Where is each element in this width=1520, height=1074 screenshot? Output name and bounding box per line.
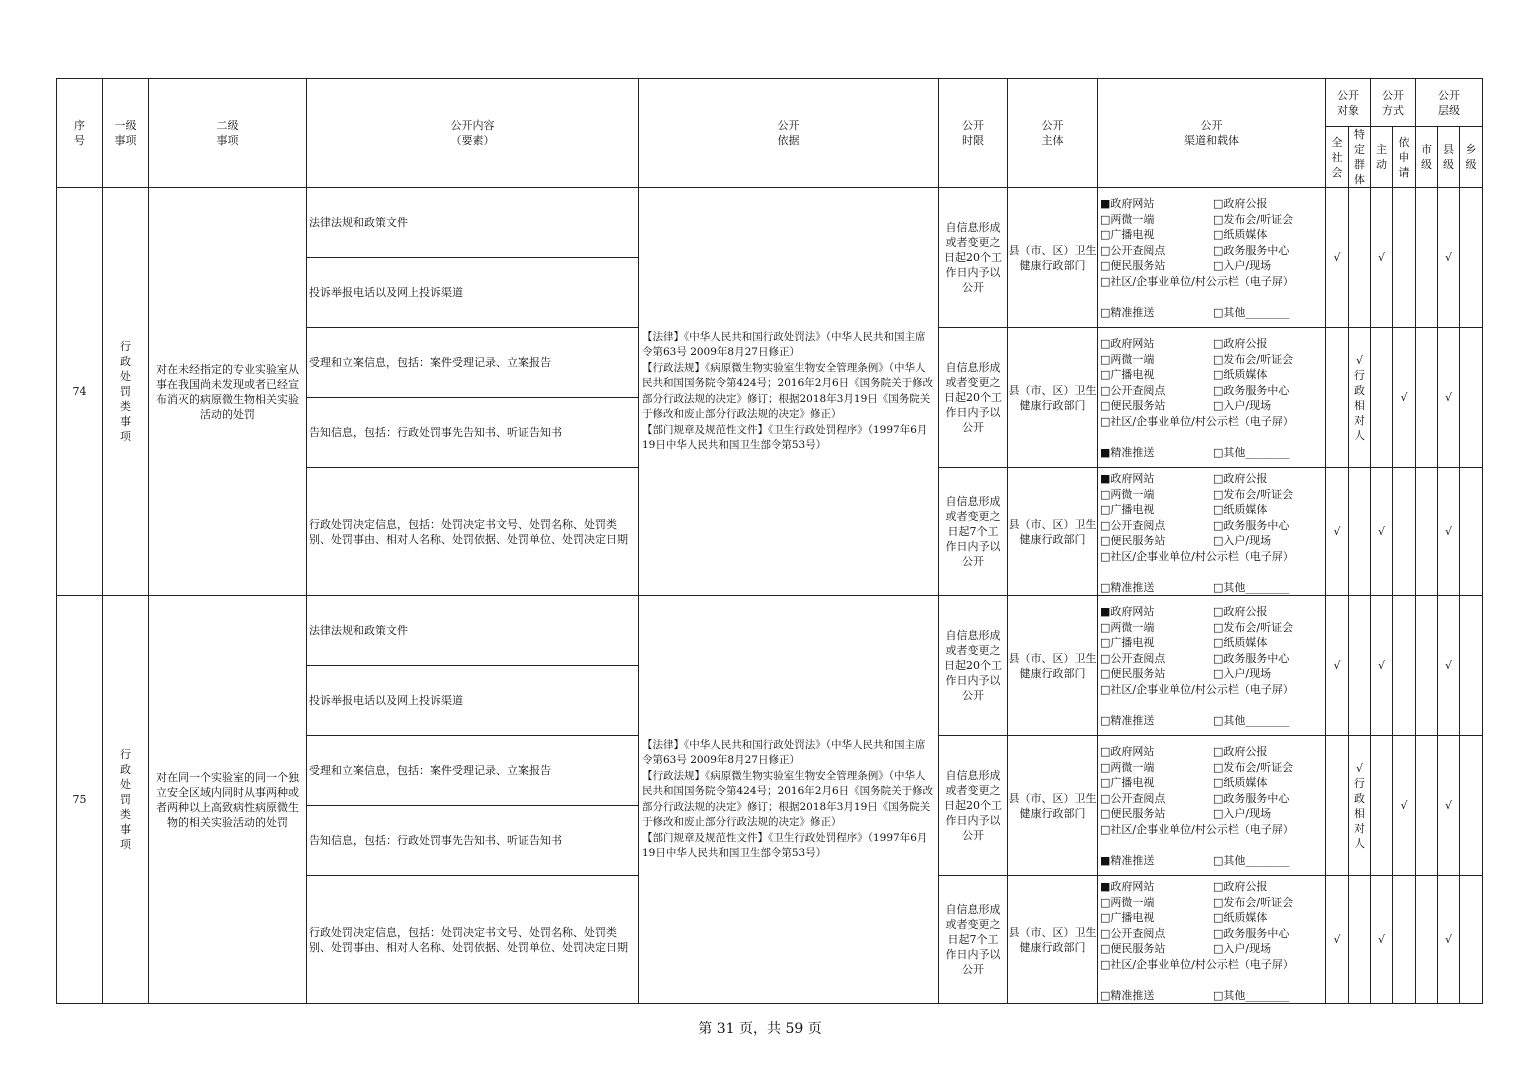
checkbox: □ (1100, 895, 1111, 909)
item-seq: 75 (57, 596, 103, 1004)
mark-target-specific (1349, 876, 1371, 1004)
precise-label: 精准推送 (1110, 853, 1155, 867)
gov-site-label: 政府网站 (1110, 605, 1155, 618)
service-center-label: 政务服务中心 (1223, 243, 1290, 257)
two-micro-label: 两微一端 (1110, 487, 1155, 501)
mark-apply: √ (1393, 328, 1416, 468)
gov-site-checkbox: ■ (1100, 197, 1111, 210)
header-channel: 公开 渠道和载体 (1098, 79, 1326, 188)
mark-apply (1393, 468, 1416, 596)
door-label: 入户/现场 (1223, 259, 1272, 272)
board-label: 社区/企事业单位/村公示栏（电子屏） (1110, 682, 1294, 696)
mark-township (1460, 736, 1483, 876)
header-method-active: 主动 (1371, 127, 1393, 188)
content-cell: 法律法规和政策文件 (307, 188, 639, 258)
disclosure-table (56, 78, 1483, 1004)
precise-checkbox: □ (1100, 580, 1111, 594)
broadcast-label: 广播电视 (1110, 776, 1155, 789)
mark-target-all: √ (1326, 876, 1349, 1004)
header-level-group: 公开层级 (1416, 79, 1483, 127)
checkbox: □ (1100, 518, 1111, 532)
gov-site-label: 政府网站 (1110, 745, 1155, 758)
item-seq: 74 (57, 188, 103, 596)
service-center-label: 政务服务中心 (1223, 926, 1290, 940)
checkbox: □ (1100, 414, 1111, 428)
precise-label: 精准推送 (1110, 988, 1155, 1002)
checkbox: □ (1213, 942, 1224, 955)
header-level-city: 市级 (1416, 127, 1438, 188)
time-cell: 自信息形成或者变更之日起20个工作日内予以公开 (939, 188, 1008, 328)
channel-cell (1098, 468, 1326, 596)
precise-checkbox: ■ (1100, 853, 1111, 867)
time-cell: 自信息形成或者变更之日起20个工作日内予以公开 (939, 328, 1008, 468)
checkbox: □ (1213, 895, 1224, 909)
checkbox: □ (1100, 503, 1111, 516)
item-level1: 行政处罚类事项 (103, 596, 149, 1004)
time-cell: 自信息形成或者变更之日起20个工作日内予以公开 (939, 596, 1008, 736)
reading-label: 公开查阅点 (1110, 926, 1166, 940)
other-label: 其他________ (1223, 713, 1290, 727)
door-label: 入户/现场 (1223, 807, 1272, 820)
mark-city (1416, 328, 1438, 468)
gov-site-label: 政府网站 (1110, 880, 1155, 893)
item-level1: 行政处罚类事项 (103, 188, 149, 596)
two-micro-label: 两微一端 (1110, 212, 1155, 226)
broadcast-label: 广播电视 (1110, 228, 1155, 241)
gov-bulletin-label: 政府公报 (1223, 472, 1268, 485)
basis-line: 【行政法规】《病原微生物实验室生物安全管理条例》（中华人民共和国国务院令第424号；2016年2月6日《国务院关于修改部分行政法规的决定》修订；根据2018年3月19日《国务院关于修改和废止部分行政法规的决定》修正） (642, 769, 934, 828)
basis-line: 【法律】《中华人民共和国行政处罚法》（中华人民共和国主席令第63号 2009年8月27日修正） (642, 330, 926, 358)
content-cell: 法律法规和政策文件 (307, 596, 639, 666)
mark-county: √ (1438, 468, 1460, 596)
precise-checkbox: □ (1100, 988, 1111, 1002)
checkbox: □ (1213, 911, 1224, 924)
checkbox: □ (1213, 534, 1224, 547)
two-micro-label: 两微一端 (1110, 895, 1155, 909)
checkbox: □ (1100, 791, 1111, 805)
precise-label: 精准推送 (1110, 445, 1155, 459)
gov-site-checkbox: □ (1100, 337, 1111, 350)
checkbox: □ (1100, 926, 1111, 940)
checkbox: □ (1213, 620, 1224, 634)
service-center-label: 政务服务中心 (1223, 383, 1290, 397)
header-time: 公开 时限 (939, 79, 1008, 188)
content-cell: 告知信息，包括：行政处罚事先告知书、听证告知书 (307, 398, 639, 468)
mark-township (1460, 188, 1483, 328)
gov-bulletin-label: 政府公报 (1223, 745, 1268, 758)
header-basis: 公开 依据 (639, 79, 939, 188)
time-cell: 自信息形成或者变更之日起7个工作日内予以公开 (939, 876, 1008, 1004)
checkbox: □ (1100, 667, 1111, 680)
mark-active: √ (1371, 188, 1393, 328)
reading-label: 公开查阅点 (1110, 518, 1166, 532)
checkbox: □ (1213, 988, 1224, 1002)
checkbox: □ (1100, 822, 1111, 836)
other-label: 其他________ (1223, 305, 1290, 319)
checkbox: □ (1100, 807, 1111, 820)
checkbox: □ (1100, 383, 1111, 397)
paper-label: 纸质媒体 (1223, 911, 1268, 924)
checkbox: □ (1213, 807, 1224, 820)
other-label: 其他________ (1223, 580, 1290, 594)
checkbox: □ (1100, 760, 1111, 774)
basis-cell (639, 596, 939, 1004)
other-label: 其他________ (1223, 853, 1290, 867)
checkbox: □ (1213, 667, 1224, 680)
checkbox: □ (1100, 776, 1111, 789)
gov-site-label: 政府网站 (1110, 197, 1155, 210)
checkbox: □ (1213, 651, 1224, 665)
reading-label: 公开查阅点 (1110, 651, 1166, 665)
checkbox: □ (1213, 518, 1224, 532)
board-label: 社区/企事业单位/村公示栏（电子屏） (1110, 822, 1294, 836)
basis-line: 【法律】《中华人民共和国行政处罚法》（中华人民共和国主席令第63号 2009年8月27日修正） (642, 738, 926, 766)
channel-cell (1098, 596, 1326, 736)
checkbox: □ (1213, 259, 1224, 272)
press-label: 发布会/听证会 (1223, 760, 1294, 774)
checkbox: □ (1213, 472, 1224, 485)
header-level-township: 乡级 (1460, 127, 1483, 188)
mark-target-all: √ (1326, 596, 1349, 736)
checkbox: □ (1213, 605, 1224, 618)
checkbox: □ (1213, 383, 1224, 397)
gov-bulletin-label: 政府公报 (1223, 337, 1268, 350)
mark-township (1460, 596, 1483, 736)
content-cell: 投诉举报电话以及网上投诉渠道 (307, 666, 639, 736)
header-level-county: 县级 (1438, 127, 1460, 188)
header-level2: 二级事项 (149, 79, 307, 188)
convenience-label: 便民服务站 (1110, 399, 1166, 412)
content-cell: 受理和立案信息，包括：案件受理记录、立案报告 (307, 328, 639, 398)
mark-active: √ (1371, 876, 1393, 1004)
channel-cell (1098, 876, 1326, 1004)
mark-active (1371, 328, 1393, 468)
gov-bulletin-label: 政府公报 (1223, 880, 1268, 893)
checkbox: □ (1213, 368, 1224, 381)
checkbox: □ (1213, 776, 1224, 789)
press-label: 发布会/听证会 (1223, 895, 1294, 909)
header-target-specific: 特定群体 (1349, 127, 1371, 188)
checkbox: □ (1100, 259, 1111, 272)
content-cell: 告知信息，包括：行政处罚事先告知书、听证告知书 (307, 806, 639, 876)
checkbox: □ (1213, 853, 1224, 867)
door-label: 入户/现场 (1223, 534, 1272, 547)
mark-apply: √ (1393, 736, 1416, 876)
broadcast-label: 广播电视 (1110, 503, 1155, 516)
checkbox: □ (1100, 651, 1111, 665)
table-row (57, 596, 1483, 666)
checkbox: □ (1213, 926, 1224, 940)
header-seq: 序号 (57, 79, 103, 188)
checkbox: □ (1213, 399, 1224, 412)
header-level1: 一级事项 (103, 79, 149, 188)
press-label: 发布会/听证会 (1223, 352, 1294, 366)
header-target-group: 公开对象 (1326, 79, 1371, 127)
convenience-label: 便民服务站 (1110, 942, 1166, 955)
mark-apply (1393, 188, 1416, 328)
two-micro-label: 两微一端 (1110, 760, 1155, 774)
gov-site-label: 政府网站 (1110, 337, 1155, 350)
mark-target-all: √ (1326, 188, 1349, 328)
broadcast-label: 广播电视 (1110, 636, 1155, 649)
press-label: 发布会/听证会 (1223, 620, 1294, 634)
content-cell: 受理和立案信息，包括：案件受理记录、立案报告 (307, 736, 639, 806)
checkbox: □ (1100, 487, 1111, 501)
two-micro-label: 两微一端 (1110, 620, 1155, 634)
paper-label: 纸质媒体 (1223, 368, 1268, 381)
gov-site-label: 政府网站 (1110, 472, 1155, 485)
checkbox: □ (1213, 487, 1224, 501)
mark-county: √ (1438, 328, 1460, 468)
paper-label: 纸质媒体 (1223, 776, 1268, 789)
convenience-label: 便民服务站 (1110, 259, 1166, 272)
gov-site-checkbox: □ (1100, 745, 1111, 758)
mark-city (1416, 188, 1438, 328)
paper-label: 纸质媒体 (1223, 503, 1268, 516)
checkbox: □ (1213, 445, 1224, 459)
checkbox: □ (1213, 305, 1224, 319)
service-center-label: 政务服务中心 (1223, 518, 1290, 532)
gov-site-checkbox: ■ (1100, 880, 1111, 893)
basis-line: 【部门规章及规范性文件】《卫生行政处罚程序》（1997年6月19日中华人民共和国卫生部令第53号） (642, 831, 928, 859)
precise-checkbox: ■ (1100, 445, 1111, 459)
mark-county: √ (1438, 736, 1460, 876)
time-cell: 自信息形成或者变更之日起20个工作日内予以公开 (939, 736, 1008, 876)
checkbox: □ (1100, 228, 1111, 241)
checkbox: □ (1213, 580, 1224, 594)
checkbox: □ (1100, 274, 1111, 288)
checkbox: □ (1100, 911, 1111, 924)
checkbox: □ (1100, 957, 1111, 971)
convenience-label: 便民服务站 (1110, 807, 1166, 820)
paper-label: 纸质媒体 (1223, 636, 1268, 649)
header-method-apply: 依申请 (1393, 127, 1416, 188)
content-cell: 行政处罚决定信息，包括：处罚决定书文号、处罚名称、处罚类别、处罚事由、相对人名称、处罚依据、处罚单位、处罚决定日期 (307, 468, 639, 596)
mark-active: √ (1371, 596, 1393, 736)
board-label: 社区/企事业单位/村公示栏（电子屏） (1110, 549, 1294, 563)
checkbox: □ (1213, 197, 1224, 210)
checkbox: □ (1213, 745, 1224, 758)
subject-cell: 县（市、区）卫生健康行政部门 (1008, 596, 1098, 736)
mark-county: √ (1438, 596, 1460, 736)
mark-township (1460, 876, 1483, 1004)
checkbox: □ (1100, 212, 1111, 226)
precise-label: 精准推送 (1110, 305, 1155, 319)
mark-city (1416, 596, 1438, 736)
item-level2: 对在同一个实验室的同一个独立安全区域内同时从事两种或者两种以上高致病性病原微生物的相关实验活动的处罚 (149, 596, 307, 1004)
header-content: 公开内容 （要素） (307, 79, 639, 188)
checkbox: □ (1213, 337, 1224, 350)
gov-bulletin-label: 政府公报 (1223, 605, 1268, 618)
precise-label: 精准推送 (1110, 713, 1155, 727)
checkbox: □ (1213, 636, 1224, 649)
mark-target-all (1326, 736, 1349, 876)
checkbox: □ (1213, 713, 1224, 727)
broadcast-label: 广播电视 (1110, 911, 1155, 924)
other-label: 其他________ (1223, 988, 1290, 1002)
precise-checkbox: □ (1100, 713, 1111, 727)
gov-site-checkbox: ■ (1100, 605, 1111, 618)
mark-target-specific (1349, 596, 1371, 736)
mark-target-all (1326, 328, 1349, 468)
mark-county: √ (1438, 876, 1460, 1004)
precise-checkbox: □ (1100, 305, 1111, 319)
checkbox: □ (1213, 243, 1224, 257)
checkbox: □ (1213, 352, 1224, 366)
reading-label: 公开查阅点 (1110, 383, 1166, 397)
checkbox: □ (1213, 760, 1224, 774)
convenience-label: 便民服务站 (1110, 534, 1166, 547)
checkbox: □ (1100, 368, 1111, 381)
mark-target-all: √ (1326, 468, 1349, 596)
board-label: 社区/企事业单位/村公示栏（电子屏） (1110, 414, 1294, 428)
checkbox: □ (1213, 212, 1224, 226)
board-label: 社区/企事业单位/村公示栏（电子屏） (1110, 957, 1294, 971)
mark-city (1416, 876, 1438, 1004)
press-label: 发布会/听证会 (1223, 487, 1294, 501)
content-cell: 投诉举报电话以及网上投诉渠道 (307, 258, 639, 328)
mark-active (1371, 736, 1393, 876)
other-label: 其他________ (1223, 445, 1290, 459)
basis-line: 【部门规章及规范性文件】《卫生行政处罚程序》（1997年6月19日中华人民共和国卫生部令第53号） (642, 423, 928, 451)
checkbox: □ (1100, 620, 1111, 634)
time-cell: 自信息形成或者变更之日起7个工作日内予以公开 (939, 468, 1008, 596)
basis-cell (639, 188, 939, 596)
paper-label: 纸质媒体 (1223, 228, 1268, 241)
checkbox: □ (1213, 791, 1224, 805)
checkbox: □ (1100, 636, 1111, 649)
item-level2: 对在未经指定的专业实验室从事在我国尚未发现或者已经宣布消灭的病原微生物相关实验活动的处罚 (149, 188, 307, 596)
checkbox: □ (1100, 399, 1111, 412)
gov-site-checkbox: ■ (1100, 472, 1111, 485)
checkbox: □ (1100, 549, 1111, 563)
channel-cell (1098, 736, 1326, 876)
checkbox: □ (1213, 228, 1224, 241)
reading-label: 公开查阅点 (1110, 791, 1166, 805)
mark-target-specific: √行政相对人 (1349, 736, 1371, 876)
checkbox: □ (1100, 352, 1111, 366)
basis-line: 【行政法规】《病原微生物实验室生物安全管理条例》（中华人民共和国国务院令第424号；2016年2月6日《国务院关于修改部分行政法规的决定》修订；根据2018年3月19日《国务院关于修改和废止部分行政法规的决定》修正） (642, 361, 934, 420)
subject-cell: 县（市、区）卫生健康行政部门 (1008, 328, 1098, 468)
mark-city (1416, 736, 1438, 876)
gov-bulletin-label: 政府公报 (1223, 197, 1268, 210)
channel-cell (1098, 188, 1326, 328)
checkbox: □ (1100, 243, 1111, 257)
convenience-label: 便民服务站 (1110, 667, 1166, 680)
checkbox: □ (1100, 942, 1111, 955)
mark-apply (1393, 876, 1416, 1004)
precise-label: 精准推送 (1110, 580, 1155, 594)
checkbox: □ (1100, 534, 1111, 547)
mark-apply (1393, 596, 1416, 736)
mark-township (1460, 468, 1483, 596)
subject-cell: 县（市、区）卫生健康行政部门 (1008, 188, 1098, 328)
reading-label: 公开查阅点 (1110, 243, 1166, 257)
checkbox: □ (1100, 682, 1111, 696)
page-footer: 第 31 页，共 59 页 (698, 1021, 822, 1037)
door-label: 入户/现场 (1223, 942, 1272, 955)
header-subject: 公开 主体 (1008, 79, 1098, 188)
door-label: 入户/现场 (1223, 399, 1272, 412)
two-micro-label: 两微一端 (1110, 352, 1155, 366)
mark-target-specific (1349, 468, 1371, 596)
broadcast-label: 广播电视 (1110, 368, 1155, 381)
mark-target-specific (1349, 188, 1371, 328)
subject-cell: 县（市、区）卫生健康行政部门 (1008, 736, 1098, 876)
header-target-all: 全社会 (1326, 127, 1349, 188)
press-label: 发布会/听证会 (1223, 212, 1294, 226)
subject-cell: 县（市、区）卫生健康行政部门 (1008, 876, 1098, 1004)
door-label: 入户/现场 (1223, 667, 1272, 680)
table-row (57, 188, 1483, 258)
mark-city (1416, 468, 1438, 596)
board-label: 社区/企事业单位/村公示栏（电子屏） (1110, 274, 1294, 288)
mark-township (1460, 328, 1483, 468)
subject-cell: 县（市、区）卫生健康行政部门 (1008, 468, 1098, 596)
mark-active: √ (1371, 468, 1393, 596)
mark-county: √ (1438, 188, 1460, 328)
checkbox: □ (1213, 503, 1224, 516)
mark-target-specific: √行政相对人 (1349, 328, 1371, 468)
service-center-label: 政务服务中心 (1223, 791, 1290, 805)
header-method-group: 公开方式 (1371, 79, 1416, 127)
channel-cell (1098, 328, 1326, 468)
service-center-label: 政务服务中心 (1223, 651, 1290, 665)
content-cell: 行政处罚决定信息，包括：处罚决定书文号、处罚名称、处罚类别、处罚事由、相对人名称、处罚依据、处罚单位、处罚决定日期 (307, 876, 639, 1004)
checkbox: □ (1213, 880, 1224, 893)
